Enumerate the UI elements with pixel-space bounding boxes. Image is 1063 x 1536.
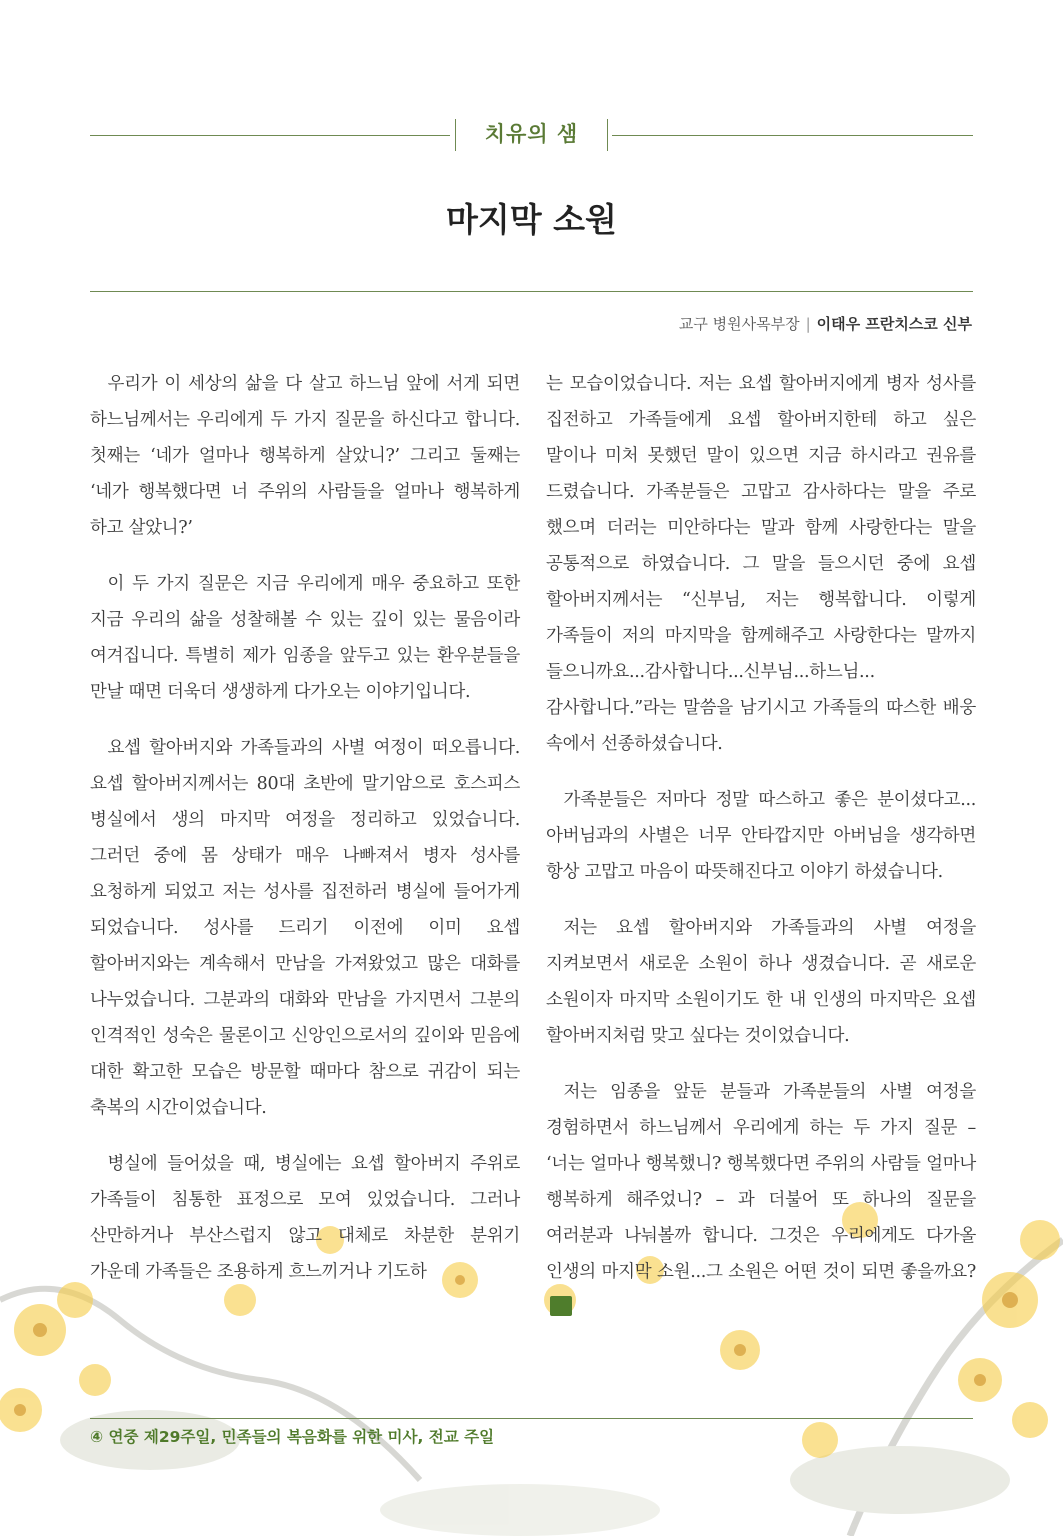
footer-rule [90,1418,973,1419]
author-name: 이태우 프란치스코 신부 [816,315,972,333]
article-column-left [90,366,520,1310]
article-title: 마지막 소원 [446,200,617,239]
paragraph: 는 모습이었습니다. 저는 요셉 할아버지에게 병자 성사를 집전하고 가족들에게 요셉 할아버지한테 하고 싶은 말이나 미처 못했던 말이 있으면 지금 하시라고 권유를 드렸습니다. 가족분들은 고맙고 감사하다는 말을 주로 했으며 더러는 미안하다는 말과 함께 사랑한다는 말을 공통적으로 하였습니다. 그 말을 들으시던 중에 요셉 할아버지께서는 “신부님, 저는 행복합니다. 이렇게 가족들이 저의 마지막을 함께해주고 사랑한다는 말까지 들으니까요...감사합니다...신부님...하느님...감사합니다.”라는 말씀을 남기시고 가족들의 따스한 배웅 속에서 선종하셨습니다. [546,374,976,754]
byline-separator: | [805,315,811,333]
paragraph-text: 저는 임종을 앞둔 분들과 가족분들의 사별 여정을 경험하면서 하느님께서 우리에게 하는 두 가지 질문 – ‘너는 얼마나 행복했니? 행복했다면 주위의 사람들 얼마나 행복하게 해주었니? – 과 더불어 또 하나의 질문을 여러분과 나눠볼까 합니다. 그것은 우리에게도 다가올 인생의 마지막 소원...그 소원은 어떤 것이 되면 좋을까요? [546,1082,976,1282]
author-role: 교구 병원사목부장 [678,315,800,333]
paragraph: 이 두 가지 질문은 지금 우리에게 매우 중요하고 또한 지금 우리의 삶을 성찰해볼 수 있는 깊이 있는 물음이라 여겨집니다. 특별히 제가 임종을 앞두고 있는 환우분들을 만날 때면 더욱더 생생하게 다가오는 이야기입니다. [90,574,520,702]
paragraph: 가족분들은 저마다 정말 따스하고 좋은 분이셨다고...아버님과의 사별은 너무 안타깝지만 아버님을 생각하면 항상 고맙고 마음이 따뜻해진다고 이야기 하셨습니다. [546,790,976,882]
footer-text: ④ 연중 제29주일, 민족들의 복음화를 위한 미사, 전교 주일 [90,1428,495,1446]
byline [679,313,972,334]
paragraph-last [546,1074,976,1326]
header-rule-left [90,135,450,136]
paragraph: 우리가 이 세상의 삶을 다 살고 하느님 앞에 서게 되면 하느님께서는 우리에게 두 가지 질문을 하신다고 합니다. 첫째는 ‘네가 얼마나 행복하게 살았니?’ 그리고 둘째는 ‘네가 행복했다면 너 주위의 사람들을 얼마나 행복하게 하고 살았니?’ [90,374,520,538]
paragraph: 병실에 들어섰을 때, 병실에는 요셉 할아버지 주위로 가족들이 침통한 표정으로 모여 있었습니다. 그러나 산만하거나 부산스럽지 않고 대체로 차분한 분위기 가운데 가족들은 조용하게 흐느끼거나 기도하 [90,1154,520,1282]
title-rule [90,291,973,292]
header-rule-right [612,135,973,136]
paragraph: 저는 요셉 할아버지와 가족들과의 사별 여정을 지켜보면서 새로운 소원이 하나 생겼습니다. 곧 새로운 소원이자 마지막 소원이기도 한 내 인생의 마지막은 요셉 할아버지처럼 맞고 싶다는 것이었습니다. [546,918,976,1046]
header-divider-right [607,119,608,151]
paragraph: 요셉 할아버지와 가족들과의 사별 여정이 떠오릅니다. 요셉 할아버지께서는 80대 초반에 말기암으로 호스피스 병실에서 생의 마지막 여정을 정리하고 있었습니다. 그러던 중에 몸 상태가 매우 나빠져서 병자 성사를 요청하게 되었고 저는 성사를 집전하러 병실에 들어가게 되었습니다. 성사를 드리기 이전에 이미 요셉 할아버지와는 계속해서 만남을 가져왔었고 많은 대화를 나누었습니다. 그분과의 대화와 만남을 가지면서 그분의 인격적인 성숙은 물론이고 신앙인으로서의 깊이와 믿음에 대한 확고한 모습은 방문할 때마다 참으로 귀감이 되는 축복의 시간이었습니다. [90,738,520,1118]
article-column-right [546,366,976,1346]
section-label: 치유의 샘 [484,122,579,146]
end-mark-icon [550,1296,572,1316]
